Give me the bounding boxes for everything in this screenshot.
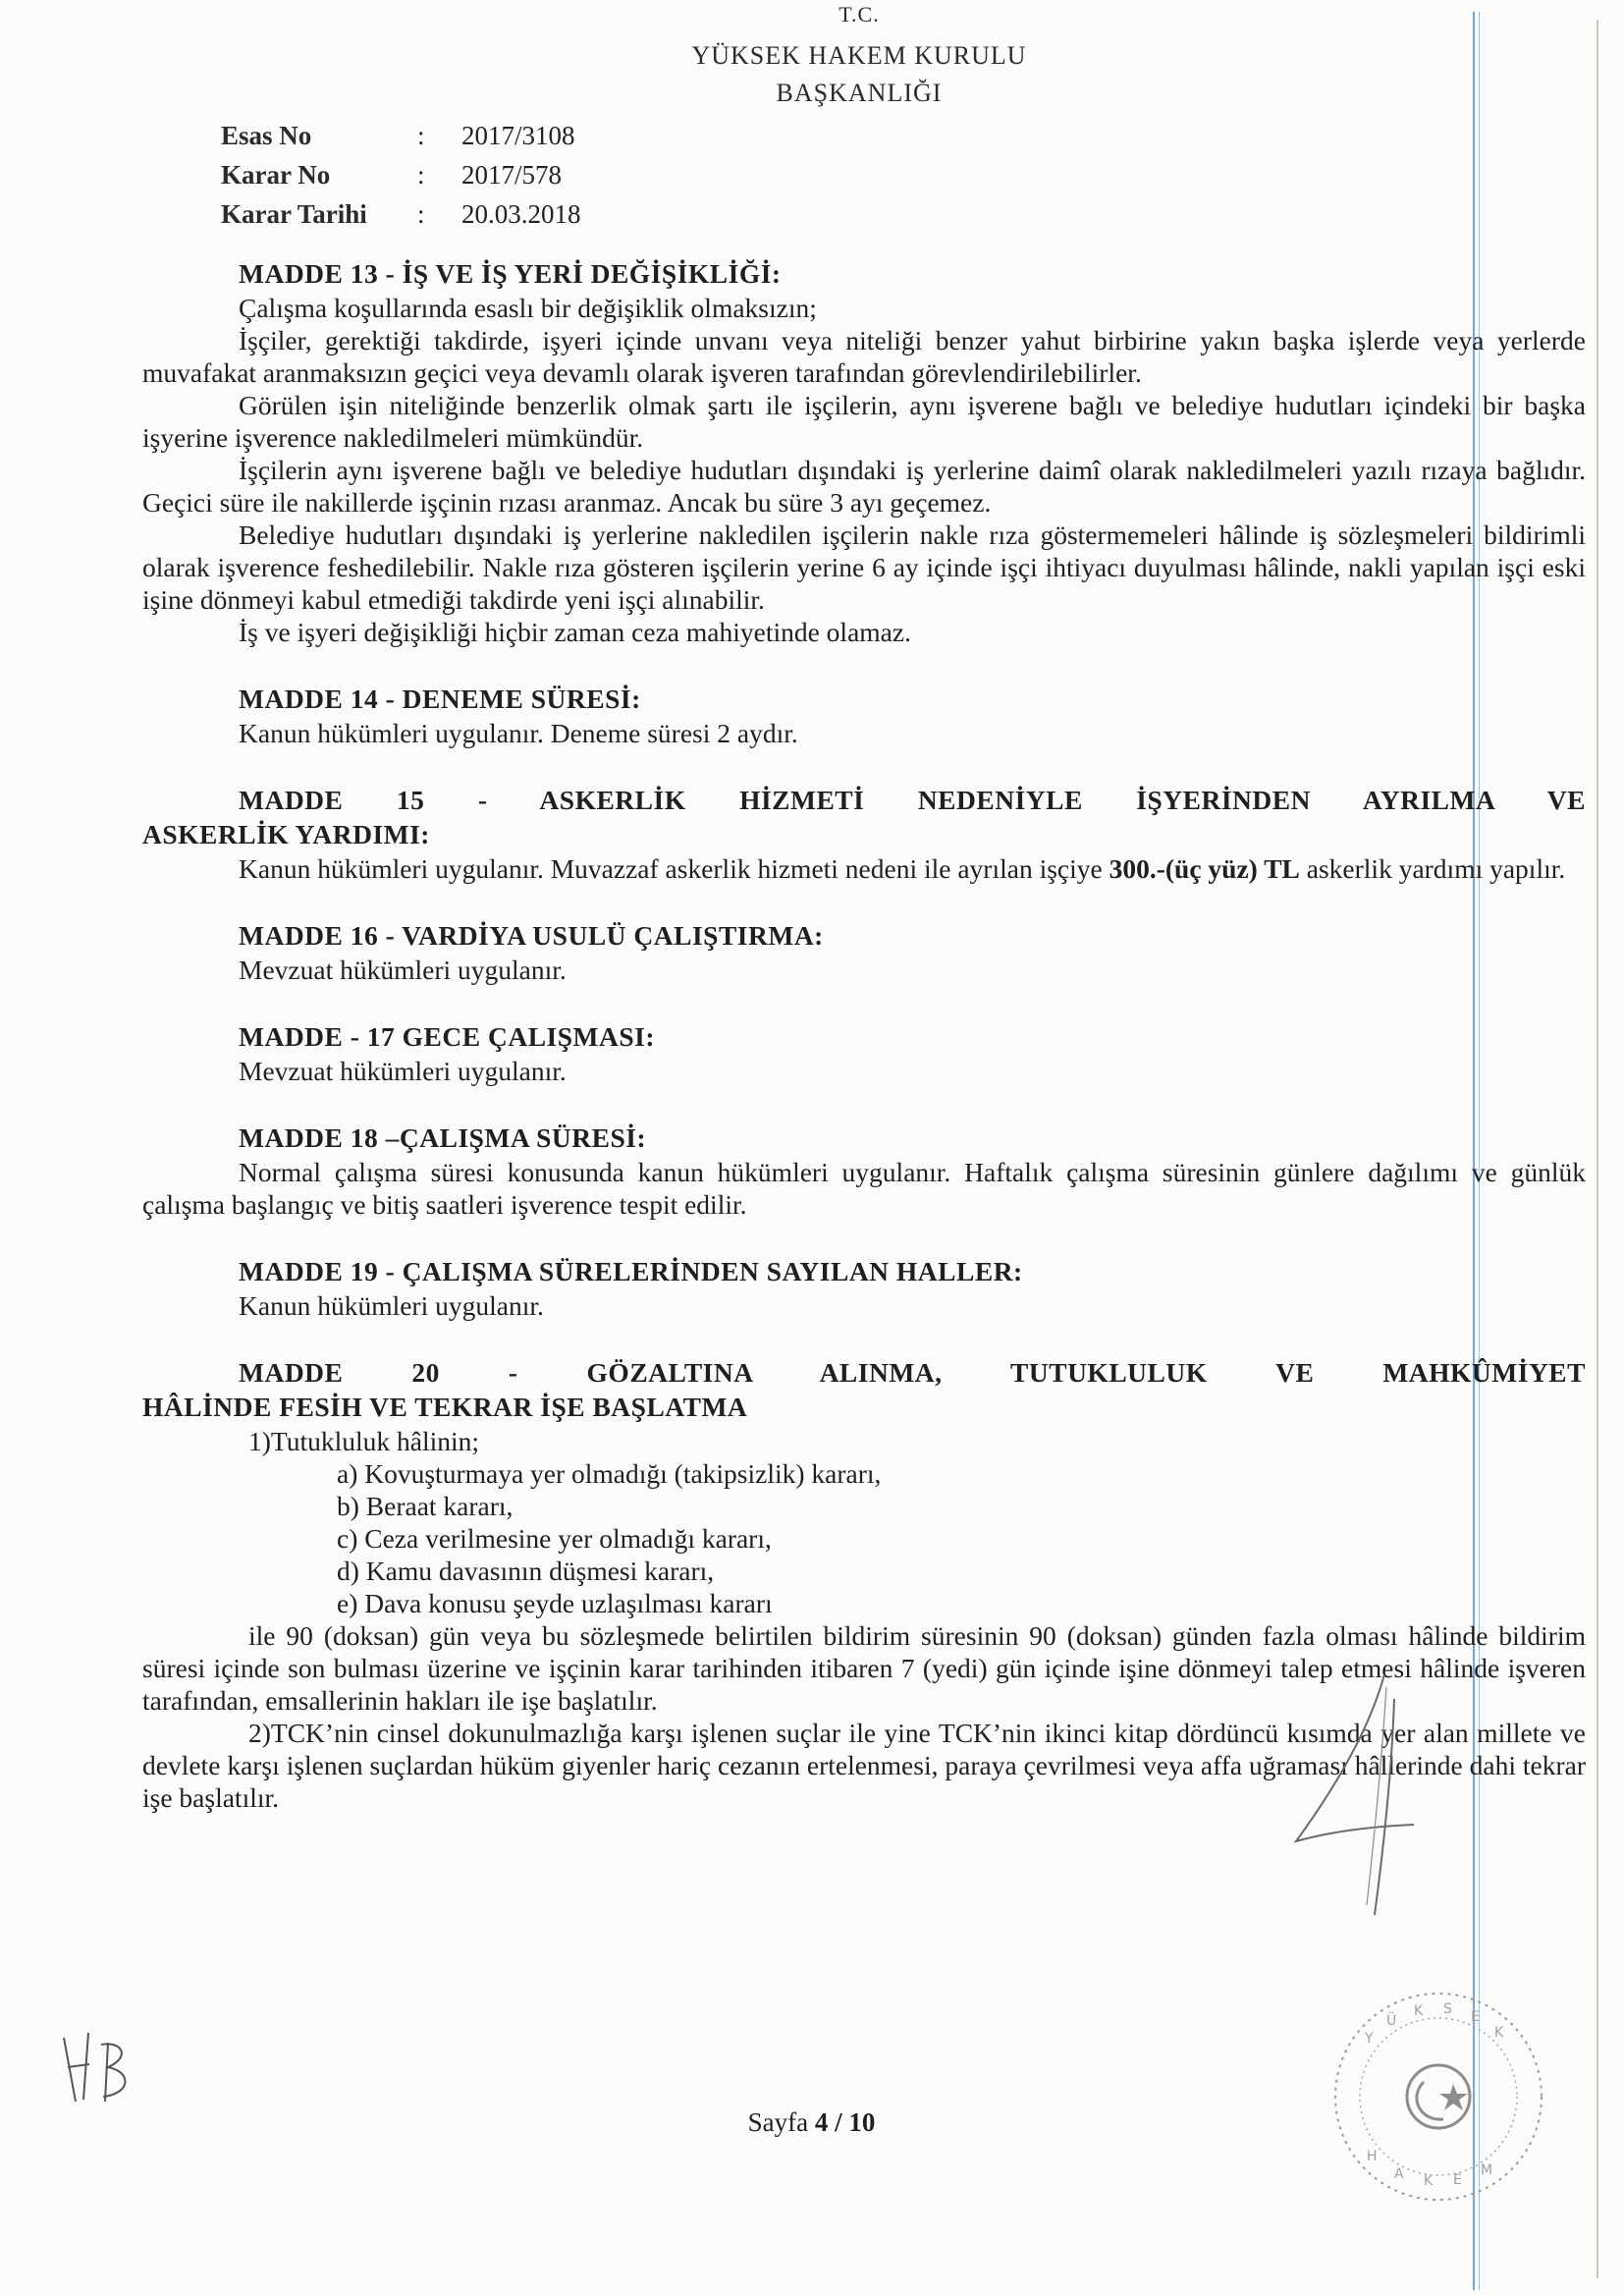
list-item: c) Ceza verilmesine yer olmadığı kararı, <box>337 1523 772 1554</box>
article-title-line1: MADDE 20 - GÖZALTINA ALINMA, TUTUKLULUK VE MAHKÛMİYET <box>239 1357 1586 1388</box>
page-number-value: 4 / 10 <box>814 2107 876 2137</box>
article-19 <box>142 1255 1586 1322</box>
paragraph-text: askerlik yardımı yapılır. <box>1299 853 1566 884</box>
article-title: MADDE 19 - ÇALIŞMA SÜRELERİNDEN SAYILAN HALLER: <box>239 1256 1023 1286</box>
paragraph: İşçilerin aynı işverene bağlı ve belediye hudutları dışındaki iş yerlerine daimî olarak nakledilmeleri yazılı rızaya bağlıdır. Geçici süre ile nakillerde işçinin rızası aranmaz. Ancak bu süre 3 ayı geçemez. <box>142 455 1586 518</box>
meta-row-esas <box>221 116 581 155</box>
paragraph: Kanun hükümleri uygulanır. Deneme süresi 2 aydır. <box>239 718 798 748</box>
meta-value: 2017/3108 <box>461 121 575 150</box>
svg-text:K: K <box>1494 2025 1504 2041</box>
paragraph: İşçiler, gerektiği takdirde, işyeri içinde unvanı veya niteliği benzer yahut birbirine yakın başka işlerde veya yerlerde muvafakat aranmaksızın geçici veya devamlı olarak işveren tarafından görevlendirilebilirler. <box>142 325 1586 388</box>
paragraph-text: Kanun hükümleri uygulanır. Muvazzaf askerlik hizmeti nedeni ile ayrılan işçiye <box>239 853 1109 884</box>
amount-text: 300.-(üç yüz) TL <box>1109 853 1300 884</box>
meta-separator: : <box>417 160 425 190</box>
paragraph: 2)TCK’nin cinsel dokunulmazlığa karşı işlenen suçlar ile yine TCK’nin ikinci kitap dördüncü kısımda yer alan millete ve devlete karşı işlenen suçlardan hüküm giyenler hariç cezanın ertelenmesi, paraya çevrilmesi veya affa uğraması hâllerinde dahi tekrar işe başlatılır. <box>142 1718 1586 1813</box>
article-title-line1: MADDE 15 - ASKERLİK HİZMETİ NEDENİYLE İŞYERİNDEN AYRILMA VE <box>239 785 1586 815</box>
svg-text:A: A <box>1394 2166 1404 2182</box>
handwritten-initials-icon <box>54 2023 142 2111</box>
svg-text:E: E <box>1471 2009 1480 2025</box>
svg-text:E: E <box>1453 2172 1462 2188</box>
header-department: BAŞKANLIĞI <box>776 79 943 107</box>
paragraph: Görülen işin niteliğinde benzerlik olmak şartı ile işçilerin, aynı işverene bağlı ve belediye hudutları içindeki bir başka işyerine işverence nakledilmeleri mümkündür. <box>142 390 1586 453</box>
meta-label: Karar Tarihi <box>221 199 367 229</box>
svg-text:Y: Y <box>1365 2031 1374 2047</box>
paragraph: Mevzuat hükümleri uygulanır. <box>239 1056 567 1086</box>
list-item: a) Kovuşturmaya yer olmadığı (takipsizlik) kararı, <box>337 1458 882 1489</box>
case-metadata <box>221 116 581 234</box>
article-title-line2: HÂLİNDE FESİH VE TEKRAR İŞE BAŞLATMA <box>142 1392 748 1422</box>
article-18 <box>142 1121 1586 1221</box>
meta-separator: : <box>417 121 425 150</box>
paragraph: Belediye hudutları dışındaki iş yerlerine nakledilen işçilerin nakle rıza göstermemeleri hâlinde iş sözleşmeleri bildirimli olarak işverence feshedilebilir. Nakle rıza gösteren işçilerin yerine 6 ay içinde işçi ihtiyacı duyulması hâlinde, nakli yapılan işçi eski işine dönmeyi kabul etmediği takdirde yeni işçi alınabilir. <box>142 519 1586 615</box>
list-item: d) Kamu davasının düşmesi kararı, <box>337 1556 715 1586</box>
article-title-line2: ASKERLİK YARDIMI: <box>142 819 430 849</box>
official-seal-stamp-icon <box>1306 1974 1571 2219</box>
article-title: MADDE 14 - DENEME SÜRESİ: <box>239 683 641 714</box>
article-title: MADDE 18 –ÇALIŞMA SÜRESİ: <box>239 1122 647 1153</box>
article-17 <box>142 1020 1586 1087</box>
article-title: MADDE 16 - VARDİYA USULÜ ÇALIŞTIRMA: <box>239 920 824 951</box>
article-13 <box>142 257 1586 648</box>
page-number-prefix: Sayfa <box>747 2107 815 2137</box>
svg-text:S: S <box>1443 2001 1452 2017</box>
meta-value: 20.03.2018 <box>461 199 581 229</box>
svg-text:K: K <box>1414 2003 1424 2019</box>
list-item: e) Dava konusu şeyde uzlaşılması kararı <box>337 1588 773 1618</box>
paragraph: 1)Tutukluluk hâlinin; <box>248 1426 480 1456</box>
meta-row-karar <box>221 155 581 194</box>
paragraph: Mevzuat hükümleri uygulanır. <box>239 955 567 985</box>
meta-separator: : <box>417 199 425 229</box>
paragraph: İş ve işyeri değişikliği hiçbir zaman ceza mahiyetinde olamaz. <box>239 617 911 647</box>
meta-value: 2017/578 <box>461 160 563 190</box>
page-edge <box>1596 20 1598 2278</box>
meta-row-tarih <box>221 194 581 234</box>
document-body <box>142 257 1586 1848</box>
header-organization: YÜKSEK HAKEM KURULU <box>691 41 1027 70</box>
list-item: b) Beraat kararı, <box>337 1491 514 1521</box>
article-16 <box>142 919 1586 986</box>
article-title: MADDE 13 - İŞ VE İŞ YERİ DEĞİŞİKLİĞİ: <box>239 258 782 289</box>
article-title: MADDE - 17 GECE ÇALIŞMASI: <box>239 1021 655 1052</box>
article-15 <box>142 784 1586 885</box>
paragraph: Kanun hükümleri uygulanır. <box>239 1290 544 1321</box>
paragraph: Çalışma koşullarında esaslı bir değişiklik olmaksızın; <box>239 293 817 323</box>
signature-icon <box>1276 1669 1434 1925</box>
svg-text:M: M <box>1481 2162 1493 2178</box>
paragraph: ile 90 (doksan) gün veya bu sözleşmede belirtilen bildirim süresinin 90 (doksan) günden fazla olması hâlinde bildirim süresi içinde son bulması üzerine ve işçinin karar tarihinden itibaren 7 (yedi) gün içinde işine dönmeyi talep etmesi hâlinde işveren tarafından, emsallerinin hakları ile işe başlatılır. <box>142 1620 1586 1716</box>
meta-label: Karar No <box>221 160 331 190</box>
paragraph: Normal çalışma süresi konusunda kanun hükümleri uygulanır. Haftalık çalışma süresinin günlere dağılımı ve günlük çalışma başlangıç ve bitiş saatleri işverence tespit edilir. <box>142 1157 1586 1220</box>
header-tc: T.C. <box>839 2 880 27</box>
svg-text:K: K <box>1424 2173 1434 2189</box>
svg-text:H: H <box>1367 2149 1378 2164</box>
svg-text:Ü: Ü <box>1386 2013 1397 2029</box>
article-14 <box>142 683 1586 749</box>
paragraph <box>142 852 1586 885</box>
meta-label: Esas No <box>221 121 312 150</box>
decision-list <box>142 1457 1586 1619</box>
